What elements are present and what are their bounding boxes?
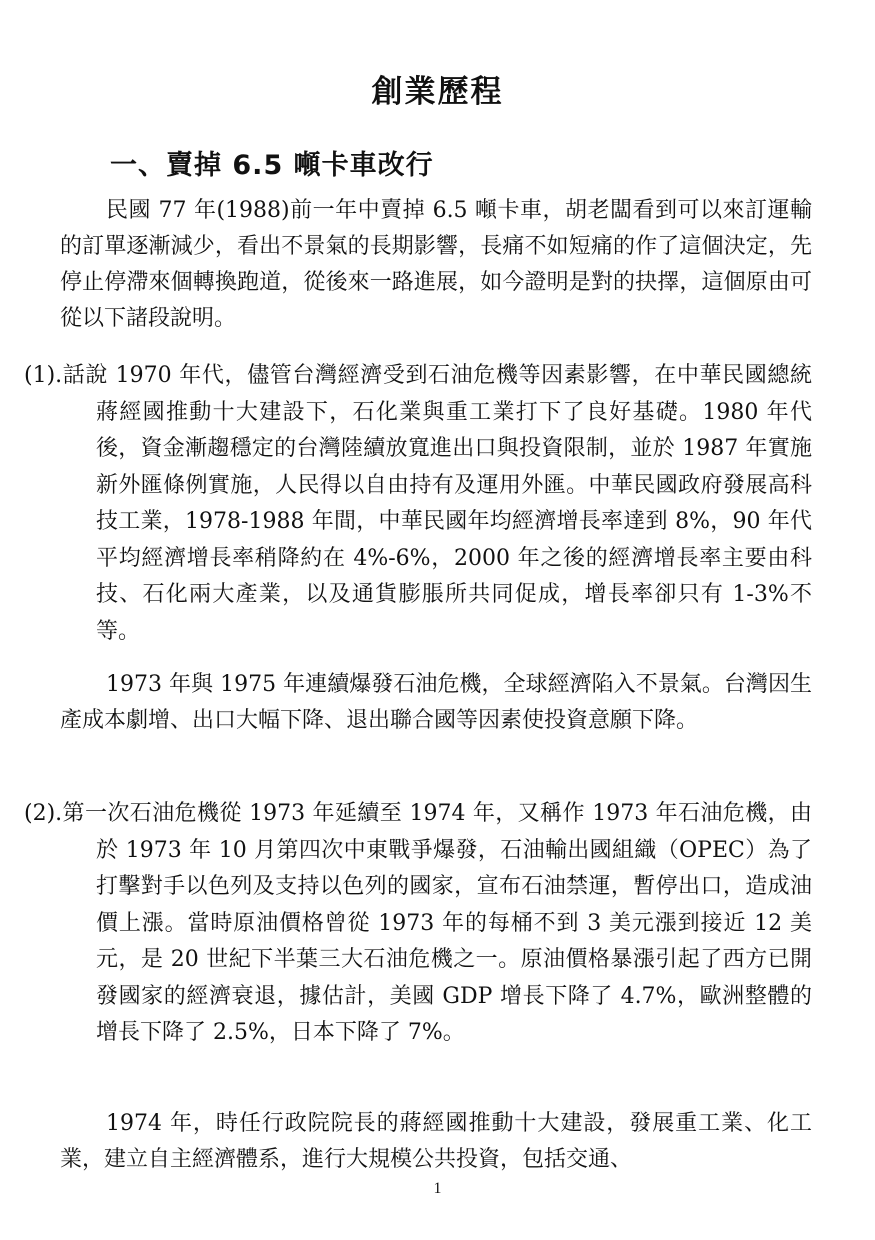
- list-item-1-text: 話說 1970 年代，儘管台灣經濟受到石油危機等因素影響，在中華民國總統蔣經國推動十大建設下，石化業與重工業打下了良好基礎。1980 年代後，資金漸趨穩定的台灣陸續放寬進出口與投資限制，並於 1987 年實施新外匯條例實施，人民得以自由持有及運用外匯。中華民國政府發展高科技工業，1978-1988 年間，中華民國年均經濟增長率達到 8%，90 年代平均經濟增長率稍降約在 4%-6%，2000 年之後的經濟增長率主要由科技、石化兩大產業，以及通貨膨脹所共同促成，增長率卻只有 1-3%不等。: [62, 363, 812, 644]
- intro-paragraph: [60, 193, 812, 337]
- list-item-1-number: (1).: [24, 363, 63, 388]
- list-item-1: [24, 358, 812, 650]
- last-paragraph: [60, 1106, 812, 1178]
- page-title: 創業歷程: [371, 74, 504, 110]
- list-item-2-number: (2).: [24, 801, 63, 826]
- section-heading: 一、賣掉 6.5 噸卡車改行: [110, 150, 434, 181]
- list-item-2: [24, 796, 812, 1052]
- middle-paragraph-text: 1973 年與 1975 年連續爆發石油危機，全球經濟陷入不景氣。台灣因生產成本劇增、出口大幅下降、退出聯合國等因素使投資意願下降。: [60, 672, 812, 733]
- page-number: 1: [433, 1180, 442, 1197]
- middle-paragraph: [60, 667, 812, 739]
- last-paragraph-text: 1974 年，時任行政院院長的蔣經國推動十大建設，發展重工業、化工業，建立自主經濟體系，進行大規模公共投資，包括交通、: [60, 1111, 812, 1172]
- list-item-2-text: 第一次石油危機從 1973 年延續至 1974 年，又稱作 1973 年石油危機，由於 1973 年 10 月第四次中東戰爭爆發，石油輸出國組織（OPEC）為了打擊對手以色列及支持以色列的國家，宣布石油禁運，暫停出口，造成油價上漲。當時原油價格曾從 1973 年的每桶不到 3 美元漲到接近 12 美元，是 20 世紀下半葉三大石油危機之一。原油價格暴漲引起了西方已開發國家的經濟衰退，據估計，美國 GDP 增長下降了 4.7%，歐洲整體的增長下降了 2.5%，日本下降了 7%。: [62, 801, 812, 1045]
- intro-paragraph-text: 民國 77 年(1988)前一年中賣掉 6.5 噸卡車，胡老闆看到可以來訂運輸的訂單逐漸減少，看出不景氣的長期影響，長痛不如短痛的作了這個決定，先停止停滯來個轉換跑道，從後來一路進展，如今證明是對的抉擇，這個原由可從以下諸段說明。: [60, 198, 812, 331]
